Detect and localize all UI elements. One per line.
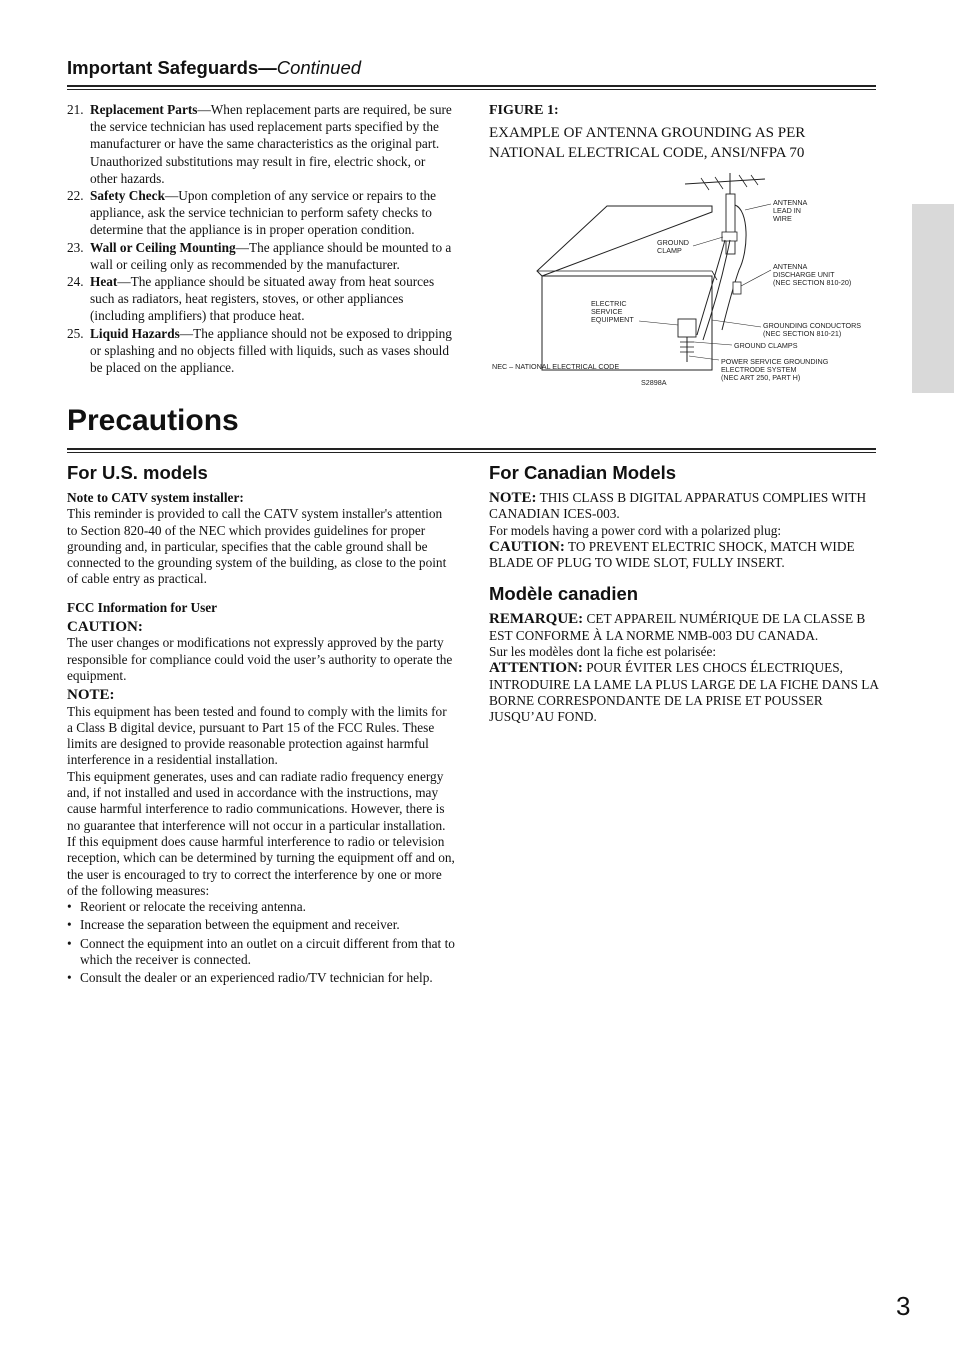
leader-line <box>639 321 678 325</box>
list-item-text: Connect the equipment into an outlet on a circuit different from that to which the receiver is connected. <box>80 935 455 968</box>
list-item <box>67 917 455 933</box>
label-discharge-unit: ANTENNA DISCHARGE UNIT (NEC SECTION 810-20) <box>773 262 852 287</box>
catv-text: This reminder is provided to call the CATV system installer's attention to Section 820-40 of the NEC which provides guidelines for proper grounding and, in particular, specifies that the cable ground shall be connected to the grounding system of the building, as close to the point of cable entry as practical. <box>67 506 447 587</box>
label-electric-service: ELECTRIC SERVICE EQUIPMENT <box>591 299 634 324</box>
canada-note-label: NOTE: <box>489 490 537 506</box>
leader-line <box>745 204 771 210</box>
list-item-text: Consult the dealer or an experienced radio/TV technician for help. <box>80 970 433 986</box>
canada-caution-text: TO PREVENT ELECTRIC SHOCK, MATCH WIDE BLADE OF PLUG TO WIDE SLOT, FULLY INSERT. <box>489 538 855 571</box>
page-title: Precautions <box>67 404 239 437</box>
list-item-text: Reorient or relocate the receiving antenna. <box>80 899 306 915</box>
attention-label: ATTENTION: <box>489 660 583 677</box>
safeguard-title: Safety Check <box>90 188 165 204</box>
canada-fr-heading: Modèle canadien <box>489 583 639 605</box>
safeguard-number: 25. <box>67 325 84 341</box>
label-figure-code: S2898A <box>641 378 667 387</box>
side-thumb-tab <box>912 204 954 393</box>
note-text-2: This equipment generates, uses and can radiate radio frequency energy and, if not installed and used in accordance with the instructions, may cause harmful interference to radio communications. However, there is no guarantee that interference will not occur in a particular installation. If this equipment does cause harmful interference to radio or television reception, which can be determined by turning the equipment off and on, the user is encouraged to try to correct the interference by one or more of the following measures: <box>67 768 455 898</box>
header-rule-thin <box>67 89 876 90</box>
measures-list <box>67 899 455 986</box>
header-rule <box>67 85 876 87</box>
caution-text: The user changes or modifications not expressly approved by the party responsible for compliance could void the user’s authority to operate the equipment. <box>67 635 453 683</box>
title-rule-thin <box>67 452 876 453</box>
canada-fr-remarque <box>489 611 879 644</box>
leader-line <box>712 320 761 327</box>
safeguard-title: Heat <box>90 274 118 290</box>
safeguard-text: —The appliance should be situated away from heat sources such as radiators, heat registers, stoves, or other appliances (including amplifiers) that produce heat. <box>90 274 435 324</box>
label-grounding-conductors: GROUNDING CONDUCTORS (NEC SECTION 810-21) <box>763 321 862 338</box>
list-item <box>67 936 455 969</box>
safeguard-title: Wall or Ceiling Mounting <box>90 239 236 255</box>
canada-heading: For Canadian Models <box>489 462 677 483</box>
safeguard-number: 23. <box>67 239 84 255</box>
safeguard-number: 21. <box>67 102 84 117</box>
bullet-icon: • <box>67 917 72 933</box>
canada-fr-attention <box>489 660 879 725</box>
ground-clamp-shape <box>722 232 737 241</box>
canada-caution <box>489 539 879 572</box>
label-ground-clamps: GROUND CLAMPS <box>734 341 798 350</box>
canada-note <box>489 490 879 523</box>
antenna-element <box>715 177 723 189</box>
list-item-text: Increase the separation between the equipment and receiver. <box>80 917 400 933</box>
remarque-label: REMARQUE: <box>489 611 584 628</box>
safeguards-list <box>67 101 455 376</box>
figure-caption: EXAMPLE OF ANTENNA GROUNDING AS PER NATIONAL ELECTRICAL CODE, ANSI/NFPA 70 <box>489 125 806 161</box>
label-power-service: POWER SERVICE GROUNDING ELECTRODE SYSTEM (NEC ART 250, PART H) <box>721 357 829 382</box>
grounding-conductor <box>703 240 730 340</box>
us-models-section <box>67 462 455 989</box>
safeguard-text: —The appliance should not be exposed to dripping or splashing and no objects filled with liquids, such as vases should be placed on the appliance. <box>90 325 452 376</box>
safeguard-item <box>67 239 455 273</box>
figure-label: FIGURE 1: <box>489 103 559 118</box>
title-rule <box>67 448 876 450</box>
label-ground-clamp: GROUND CLAMP <box>657 238 689 255</box>
leader-line <box>693 237 723 246</box>
antenna-grounding-diagram <box>487 170 877 392</box>
safeguard-item <box>67 325 455 377</box>
grounding-conductor <box>697 240 725 335</box>
canada-polarized: For models having a power cord with a polarized plug: <box>489 522 782 538</box>
electric-service-box <box>678 319 696 337</box>
figure-block <box>489 101 879 163</box>
safeguard-number: 24. <box>67 274 84 290</box>
label-antenna-lead-in: ANTENNA LEAD IN WIRE <box>773 198 807 223</box>
discharge-unit <box>733 282 741 294</box>
section-header <box>67 57 361 79</box>
bullet-icon: • <box>67 899 72 915</box>
canada-note-text: THIS CLASS B DIGITAL APPARATUS COMPLIES WITH CANADIAN ICES-003. <box>489 490 867 522</box>
safeguard-text: —Upon completion of any service or repairs to the appliance, ask the service technician to perform safety checks to determine that the appliance is in proper operation condition. <box>90 188 437 238</box>
us-heading: For U.S. models <box>67 462 208 483</box>
note-text-1: This equipment has been tested and found to comply with the limits for a Class B digital device, pursuant to Part 15 of the FCC Rules. These limits are designed to provide reasonable protection against harmful interference in a residential installation. <box>67 703 447 768</box>
label-nec: NEC – NATIONAL ELECTRICAL CODE <box>492 362 620 371</box>
safeguard-item <box>67 101 455 187</box>
antenna-boom <box>685 179 765 184</box>
safeguard-title: Replacement Parts <box>90 102 198 117</box>
safeguard-number: 22. <box>67 188 84 204</box>
note-label: NOTE: <box>67 687 115 704</box>
safeguard-title: Liquid Hazards <box>90 325 180 341</box>
bullet-icon: • <box>67 935 72 951</box>
safeguard-item <box>67 273 455 325</box>
list-item <box>67 899 455 915</box>
remarque-text: CET APPAREIL NUMÉRIQUE DE LA CLASSE B EST CONFORME À LA NORME NMB-003 DU CANADA. <box>489 611 866 643</box>
safeguard-item <box>67 187 455 239</box>
canada-caution-label: CAUTION: <box>489 538 565 555</box>
list-item <box>67 970 455 986</box>
catv-heading: Note to CATV system installer: <box>67 490 244 505</box>
leader-line <box>741 270 771 286</box>
attention-text: POUR ÉVITER LES CHOCS ÉLECTRIQUES, INTRODUIRE LA LAME LA PLUS LARGE DE LA FICHE DANS LA BORNE CORRESPONDANTE DE LA PRISE ET POUSSER JUSQU’AU FOND. <box>489 660 879 725</box>
fcc-heading: FCC Information for User <box>67 599 218 615</box>
antenna-element <box>701 178 709 190</box>
safeguard-text: —When replacement parts are required, be sure the service technician has used replacement parts specified by the manufacturer or have the same characteristics as the original part. Unauthorized substitutions may result in fire, electric shock, or other hazards. <box>90 102 452 186</box>
bullet-icon: • <box>67 970 72 986</box>
header-title-italic: Continued <box>276 57 362 78</box>
safeguard-text: —The appliance should be mounted to a wall or ceiling only as recommended by the manufacturer. <box>90 239 452 272</box>
caution-label: CAUTION: <box>67 619 143 636</box>
canadian-models-section <box>489 462 879 726</box>
leader-line <box>694 342 732 345</box>
page-number: 3 <box>896 1291 911 1321</box>
header-title-bold: Important Safeguards— <box>67 57 277 78</box>
antenna-mast <box>726 194 735 254</box>
canada-fr-polarized: Sur les modèles dont la fiche est polarisée: <box>489 644 717 660</box>
leader-line <box>689 356 719 360</box>
